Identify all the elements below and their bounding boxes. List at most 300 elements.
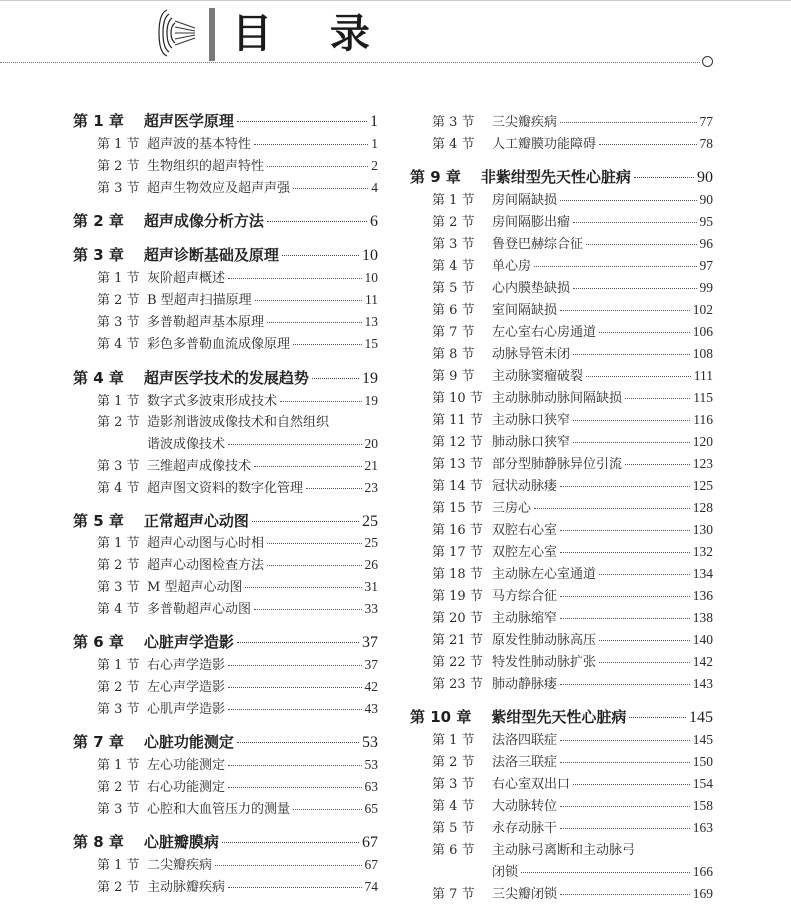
toc-chapter-entry[interactable] — [410, 706, 713, 728]
section-number: 第 23 节 — [432, 677, 483, 692]
toc-section-entry[interactable] — [432, 111, 713, 131]
header-dotted-rule — [0, 62, 700, 63]
leader-dots — [573, 222, 696, 223]
section-number: 第 3 节 — [432, 777, 475, 792]
page-number: 116 — [693, 412, 713, 427]
toc-section-entry[interactable] — [432, 861, 713, 881]
chapter-title: 正常超声心动图 — [143, 512, 249, 530]
section-number: 第 2 节 — [432, 755, 475, 770]
leader-dots — [560, 894, 690, 895]
toc-section-entry[interactable] — [97, 776, 378, 796]
page-number: 26 — [364, 557, 378, 572]
page-number: 102 — [692, 302, 713, 317]
leader-dots — [573, 354, 690, 355]
chapter-number: 第 9 章 — [410, 168, 461, 186]
page-number: 125 — [692, 478, 713, 493]
leader-dots — [560, 618, 690, 619]
page-number: 37 — [362, 634, 378, 651]
toc-section-entry[interactable] — [432, 431, 713, 451]
toc-section-entry[interactable] — [97, 390, 378, 410]
leader-dots — [254, 144, 368, 145]
page-number: 154 — [692, 776, 713, 791]
section-number: 第 10 节 — [432, 391, 483, 406]
page-number: 108 — [692, 346, 713, 361]
section-title: 闭锁 — [492, 865, 519, 880]
toc-section-entry[interactable] — [432, 729, 713, 749]
section-title: 彩色多普勒血流成像原理 — [147, 337, 291, 352]
toc-section-entry[interactable] — [97, 754, 378, 774]
chapter-title: 心脏功能测定 — [143, 733, 234, 751]
section-number: 第 2 节 — [97, 880, 140, 895]
page-number: 158 — [692, 798, 713, 813]
page-number: 13 — [364, 314, 378, 329]
page-number: 96 — [699, 236, 713, 251]
toc-chapter-entry[interactable] — [410, 166, 713, 188]
toc-section-entry[interactable] — [97, 854, 378, 874]
section-number: 第 8 节 — [432, 347, 475, 362]
page-number: 120 — [692, 434, 713, 449]
page-number: 10 — [362, 247, 378, 264]
leader-dots — [293, 188, 368, 189]
chapter-number: 第 7 章 — [73, 733, 124, 751]
leader-dots — [237, 742, 359, 743]
page-number: 25 — [362, 513, 378, 530]
section-number: 第 4 节 — [432, 137, 475, 152]
section-number: 第 3 节 — [432, 237, 475, 252]
toc-section-entry[interactable] — [432, 277, 713, 297]
section-number: 第 19 节 — [432, 589, 483, 604]
section-title: 谐波成像技术 — [147, 437, 226, 452]
page-number: 115 — [693, 390, 713, 405]
toc-section-entry[interactable] — [432, 817, 713, 837]
chapter-title: 超声医学技术的发展趋势 — [143, 369, 309, 387]
leader-dots — [255, 300, 362, 301]
toc-section-entry[interactable] — [97, 311, 378, 331]
chapter-title: 超声成像分析方法 — [143, 212, 264, 230]
leader-dots — [573, 288, 696, 289]
leader-dots — [560, 530, 690, 531]
section-number: 第 2 节 — [97, 680, 140, 695]
page-number: 128 — [692, 500, 713, 515]
section-number: 第 2 节 — [97, 415, 140, 430]
leader-dots — [599, 144, 696, 145]
page-number: 163 — [692, 820, 713, 835]
section-title: 法洛四联症 — [492, 733, 558, 748]
page-number: 106 — [692, 324, 713, 339]
toc-section-entry[interactable] — [432, 475, 713, 495]
section-number: 第 16 节 — [432, 523, 483, 538]
leader-dots — [560, 762, 690, 763]
toc-section-entry[interactable] — [97, 576, 378, 596]
section-title: 左心功能测定 — [147, 758, 226, 773]
section-title: 主动脉弓离断和主动脉弓 — [492, 843, 636, 858]
section-number: 第 2 节 — [97, 780, 140, 795]
leader-dots — [560, 828, 690, 829]
page-title: 目 录 — [232, 11, 392, 57]
toc-section-entry[interactable] — [432, 133, 713, 153]
circle-marker-icon — [702, 56, 713, 67]
chapter-number: 第 4 章 — [73, 369, 124, 387]
section-title: 人工瓣膜功能障碍 — [492, 137, 597, 152]
page-number: 169 — [692, 886, 713, 901]
leader-dots — [282, 255, 359, 256]
leader-dots — [267, 543, 361, 544]
section-title: 特发性肺动脉扩张 — [492, 655, 597, 670]
leader-dots — [228, 787, 361, 788]
page-number: 31 — [364, 579, 378, 594]
section-title: 三房心 — [492, 501, 532, 516]
section-title: 原发性肺动脉高压 — [492, 633, 597, 648]
page-number: 90 — [699, 192, 713, 207]
chapter-number: 第 6 章 — [73, 633, 124, 651]
toc-section-entry[interactable] — [97, 411, 378, 431]
toc-section-entry[interactable] — [97, 133, 378, 153]
section-title: 主动脉左心室通道 — [492, 567, 597, 582]
page-number: 143 — [692, 676, 713, 691]
section-title: 三尖瓣闭锁 — [492, 887, 558, 902]
leader-dots — [267, 166, 368, 167]
section-title: 三维超声成像技术 — [147, 459, 252, 474]
section-number: 第 21 节 — [432, 633, 483, 648]
page-number: 1 — [370, 113, 378, 130]
leader-dots — [280, 401, 361, 402]
toc-section-entry[interactable] — [432, 795, 713, 815]
section-number: 第 20 节 — [432, 611, 483, 626]
page-number: 2 — [371, 158, 378, 173]
section-title: 永存动脉干 — [492, 821, 558, 836]
title-accent-bar — [209, 8, 215, 61]
page-number: 74 — [364, 879, 378, 894]
section-number: 第 2 节 — [97, 293, 140, 308]
page-number: 65 — [364, 801, 378, 816]
toc-section-entry[interactable] — [432, 387, 713, 407]
section-title: 超声生物效应及超声声强 — [147, 181, 291, 196]
toc-section-entry[interactable] — [432, 365, 713, 385]
toc-section-entry[interactable] — [432, 343, 713, 363]
section-number: 第 12 节 — [432, 435, 483, 450]
page-number: 21 — [364, 458, 378, 473]
page-number: 123 — [692, 456, 713, 471]
section-title: 超声心动图检查方法 — [147, 558, 265, 573]
page-number: 138 — [692, 610, 713, 625]
section-number: 第 3 节 — [97, 580, 140, 595]
leader-dots — [599, 574, 690, 575]
chapter-number: 第 2 章 — [73, 212, 124, 230]
chapter-number: 第 5 章 — [73, 512, 124, 530]
section-title: 大动脉转位 — [492, 799, 558, 814]
toc-section-entry[interactable] — [432, 497, 713, 517]
section-title: 灰阶超声概述 — [147, 271, 226, 286]
page-number: 132 — [692, 544, 713, 559]
section-title: 动脉导管未闭 — [492, 347, 571, 362]
leader-dots — [293, 344, 361, 345]
toc-section-entry[interactable] — [432, 189, 713, 209]
leader-dots — [560, 806, 690, 807]
toc-section-entry[interactable] — [97, 267, 378, 287]
leader-dots — [521, 872, 690, 873]
section-title: 冠状动脉瘘 — [492, 479, 558, 494]
section-title: 肺动脉口狭窄 — [492, 435, 571, 450]
chapter-number: 第 1 章 — [73, 112, 124, 130]
toc-section-entry[interactable] — [97, 598, 378, 618]
leader-dots — [586, 244, 696, 245]
toc-section-entry[interactable] — [432, 673, 713, 693]
toc-section-entry[interactable] — [432, 299, 713, 319]
section-number: 第 15 节 — [432, 501, 483, 516]
section-title: 单心房 — [492, 259, 532, 274]
page-number: 90 — [697, 169, 713, 186]
section-number: 第 11 节 — [432, 413, 483, 428]
toc-chapter-entry[interactable] — [73, 510, 378, 532]
section-title: 主动脉瓣疾病 — [147, 880, 226, 895]
chapter-title: 非紫绀型先天性心脏病 — [480, 168, 631, 186]
section-number: 第 4 节 — [432, 799, 475, 814]
leader-dots — [267, 221, 367, 222]
leader-dots — [293, 809, 361, 810]
toc-section-entry[interactable] — [97, 477, 378, 497]
section-number: 第 22 节 — [432, 655, 483, 670]
section-title: 房间隔膨出瘤 — [492, 215, 571, 230]
page-number: 78 — [699, 136, 713, 151]
section-title: 鲁登巴赫综合征 — [492, 237, 584, 252]
page-number: 95 — [699, 214, 713, 229]
page-number: 140 — [692, 632, 713, 647]
leader-dots — [560, 596, 690, 597]
section-title: 部分型肺静脉异位引流 — [492, 457, 623, 472]
leader-dots — [560, 200, 696, 201]
page-number: 111 — [693, 368, 713, 383]
leader-dots — [228, 444, 361, 445]
page-number: 10 — [364, 270, 378, 285]
toc-section-entry[interactable] — [432, 409, 713, 429]
toc-section-entry[interactable] — [97, 532, 378, 552]
toc-section-entry[interactable] — [432, 453, 713, 473]
toc-chapter-entry[interactable] — [73, 244, 378, 266]
toc-section-entry[interactable] — [432, 255, 713, 275]
section-number: 第 3 节 — [432, 115, 475, 130]
page-number: 97 — [699, 258, 713, 273]
page-number: 20 — [364, 436, 378, 451]
toc-chapter-entry[interactable] — [73, 110, 378, 132]
leader-dots — [237, 642, 359, 643]
section-number: 第 3 节 — [97, 315, 140, 330]
toc-section-entry[interactable] — [97, 289, 378, 309]
section-title: 二尖瓣疾病 — [147, 858, 213, 873]
section-title: 超声波的基本特性 — [147, 137, 252, 152]
leader-dots — [215, 865, 361, 866]
section-title: 三尖瓣疾病 — [492, 115, 558, 130]
toc-section-entry[interactable] — [432, 607, 713, 627]
leader-dots — [245, 587, 361, 588]
page-number: 4 — [371, 180, 378, 195]
page-number: 77 — [699, 114, 713, 129]
page-number: 166 — [692, 864, 713, 879]
section-title: 双腔右心室 — [492, 523, 558, 538]
page-number: 42 — [364, 679, 378, 694]
section-title: 心腔和大血管压力的测量 — [147, 802, 291, 817]
section-title: 双腔左心室 — [492, 545, 558, 560]
leader-dots — [560, 122, 696, 123]
page-number: 145 — [692, 732, 713, 747]
section-title: 心内膜垫缺损 — [492, 281, 571, 296]
leader-dots — [228, 765, 361, 766]
section-title: 左心室右心房通道 — [492, 325, 597, 340]
section-title: B 型超声扫描原理 — [147, 293, 252, 308]
section-title: 造影剂谐波成像技术和自然组织 — [147, 415, 330, 430]
toc-section-entry[interactable] — [432, 883, 713, 903]
section-title: 房间隔缺损 — [492, 193, 558, 208]
section-number: 第 5 节 — [432, 821, 475, 836]
toc-section-entry[interactable] — [97, 333, 378, 353]
leader-dots — [222, 842, 359, 843]
chapter-title: 心脏瓣膜病 — [143, 833, 219, 851]
leader-dots — [586, 376, 691, 377]
page-number: 15 — [364, 336, 378, 351]
toc-section-entry[interactable] — [97, 698, 378, 718]
page-number: 63 — [364, 779, 378, 794]
leader-dots — [573, 784, 690, 785]
toc-chapter-entry[interactable] — [73, 831, 378, 853]
section-number: 第 1 节 — [97, 758, 140, 773]
leader-dots — [560, 486, 690, 487]
leader-dots — [573, 420, 690, 421]
leader-dots — [228, 278, 361, 279]
section-title: 左心声学造影 — [147, 680, 226, 695]
toc-section-entry[interactable] — [97, 455, 378, 475]
chapter-title: 心脏声学造影 — [143, 633, 234, 651]
toc-chapter-entry[interactable] — [73, 367, 378, 389]
chapter-number: 第 3 章 — [73, 246, 124, 264]
section-number: 第 2 节 — [97, 159, 140, 174]
toc-section-entry[interactable] — [432, 585, 713, 605]
section-number: 第 14 节 — [432, 479, 483, 494]
section-title: 右心功能测定 — [147, 780, 226, 795]
section-title: 右心室双出口 — [492, 777, 571, 792]
leader-dots — [634, 177, 694, 178]
page-number: 23 — [364, 480, 378, 495]
page-number: 134 — [692, 566, 713, 581]
section-number: 第 3 节 — [97, 459, 140, 474]
page-number: 130 — [692, 522, 713, 537]
toc-section-entry[interactable] — [432, 563, 713, 583]
section-title: 主动脉口狭窄 — [492, 413, 571, 428]
leader-dots — [306, 488, 361, 489]
section-number: 第 1 节 — [97, 536, 140, 551]
page-number: 1 — [371, 136, 378, 151]
toc-section-entry[interactable] — [432, 541, 713, 561]
section-title: 法洛三联症 — [492, 755, 558, 770]
section-number: 第 1 节 — [97, 137, 140, 152]
leader-dots — [252, 521, 359, 522]
toc-section-entry[interactable] — [97, 155, 378, 175]
section-title: 多普勒超声基本原理 — [147, 315, 265, 330]
section-number: 第 2 节 — [432, 215, 475, 230]
toc-section-entry[interactable] — [97, 798, 378, 818]
toc-section-entry[interactable] — [432, 233, 713, 253]
section-number: 第 1 节 — [97, 271, 140, 286]
page-number: 11 — [365, 292, 378, 307]
section-number: 第 1 节 — [432, 733, 475, 748]
page-number: 136 — [692, 588, 713, 603]
leader-dots — [534, 266, 696, 267]
toc-section-entry[interactable] — [97, 433, 378, 453]
toc-section-entry[interactable] — [432, 751, 713, 771]
toc-section-entry[interactable] — [97, 554, 378, 574]
toc-section-entry[interactable] — [432, 629, 713, 649]
page-number: 33 — [364, 601, 378, 616]
chapter-title: 紫绀型先天性心脏病 — [491, 708, 627, 726]
page-number: 19 — [362, 370, 378, 387]
section-title: 右心声学造影 — [147, 658, 226, 673]
page-number: 67 — [364, 857, 378, 872]
section-title: 超声心动图与心时相 — [147, 536, 265, 551]
leader-dots — [534, 508, 690, 509]
section-title: 马方综合征 — [492, 589, 558, 604]
chapter-title: 超声诊断基础及原理 — [143, 246, 279, 264]
page-number: 67 — [362, 834, 378, 851]
toc-section-entry[interactable] — [432, 773, 713, 793]
toc-chapter-entry[interactable] — [73, 631, 378, 653]
section-number: 第 6 节 — [432, 843, 475, 858]
leader-dots — [228, 709, 361, 710]
toc-section-entry[interactable] — [432, 519, 713, 539]
section-number: 第 1 节 — [97, 394, 140, 409]
toc-chapter-entry[interactable] — [73, 731, 378, 753]
page-header — [0, 0, 791, 95]
leader-dots — [560, 684, 690, 685]
leader-dots — [312, 378, 359, 379]
section-title: 主动脉肺动脉间隔缺损 — [492, 391, 623, 406]
toc-section-entry[interactable] — [432, 321, 713, 341]
toc-chapter-entry[interactable] — [73, 210, 378, 232]
leader-dots — [228, 687, 361, 688]
toc-section-entry[interactable] — [432, 211, 713, 231]
section-title: 多普勒超声心动图 — [147, 602, 252, 617]
toc-section-entry[interactable] — [432, 839, 713, 859]
leader-dots — [625, 398, 690, 399]
chapter-number: 第 10 章 — [410, 708, 472, 726]
toc-section-entry[interactable] — [97, 876, 378, 896]
toc-section-entry[interactable] — [97, 676, 378, 696]
section-title: 主动脉窦瘤破裂 — [492, 369, 584, 384]
leader-dots — [573, 442, 690, 443]
page-number: 53 — [362, 734, 378, 751]
chapter-number: 第 8 章 — [73, 833, 124, 851]
page-number: 145 — [689, 709, 713, 726]
page-number: 19 — [364, 393, 378, 408]
section-number: 第 1 节 — [97, 658, 140, 673]
page-number: 25 — [364, 535, 378, 550]
toc-section-entry[interactable] — [97, 654, 378, 674]
leader-dots — [237, 121, 367, 122]
section-number: 第 9 节 — [432, 369, 475, 384]
page-number: 43 — [364, 701, 378, 716]
sound-wave-icon — [155, 8, 197, 58]
leader-dots — [560, 552, 690, 553]
section-number: 第 17 节 — [432, 545, 483, 560]
leader-dots — [560, 740, 690, 741]
page-number: 37 — [364, 657, 378, 672]
leader-dots — [629, 717, 686, 718]
section-number: 第 7 节 — [432, 325, 475, 340]
section-title: 数字式多波束形成技术 — [147, 394, 278, 409]
page-number: 6 — [370, 213, 378, 230]
section-title: 生物组织的超声特性 — [147, 159, 265, 174]
page-number: 142 — [692, 654, 713, 669]
toc-section-entry[interactable] — [97, 177, 378, 197]
toc-section-entry[interactable] — [432, 651, 713, 671]
section-title: 心肌声学造影 — [147, 702, 226, 717]
